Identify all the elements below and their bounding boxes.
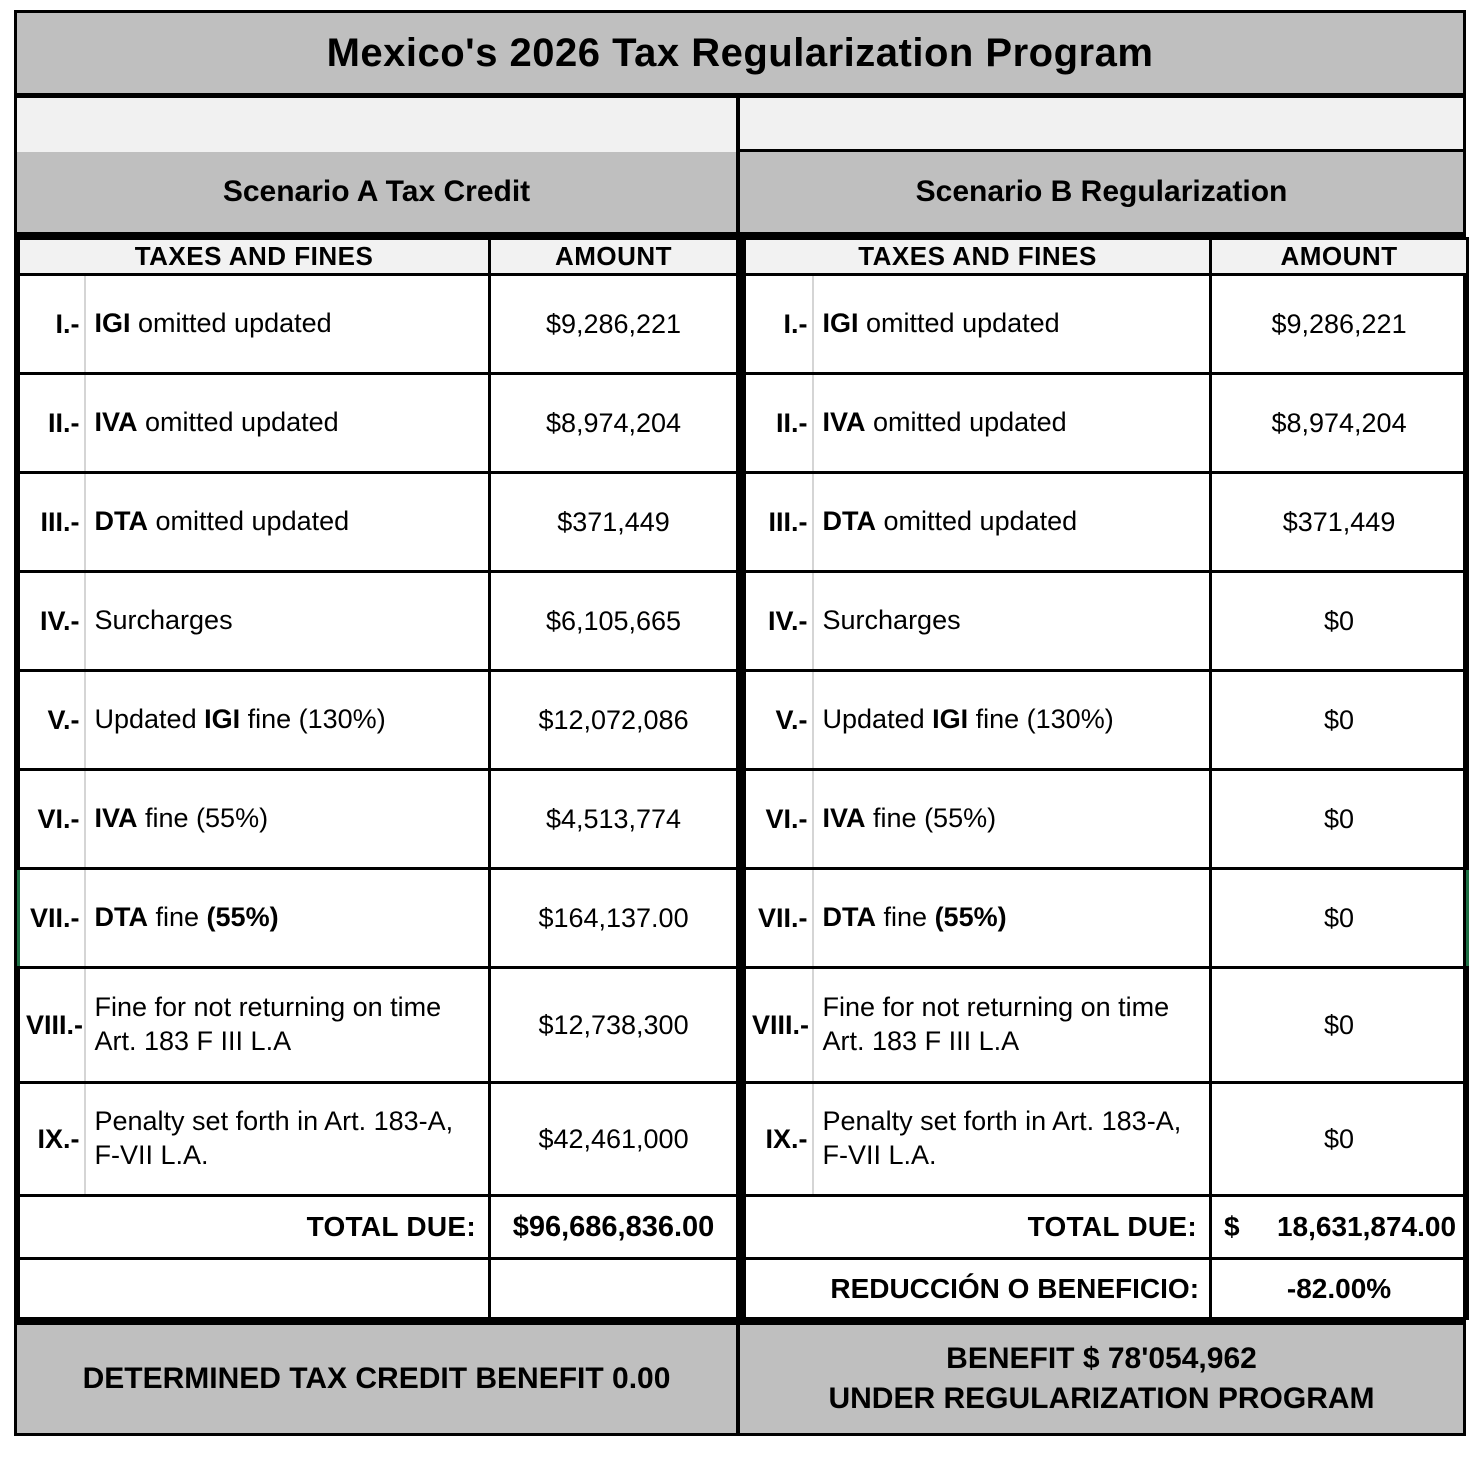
description-text: (55%) xyxy=(206,902,279,933)
scenario-a-title: Scenario A Tax Credit xyxy=(222,175,531,208)
row-description-cell[interactable] xyxy=(813,671,1211,770)
table-row xyxy=(19,869,738,968)
spreadsheet xyxy=(14,10,1466,1436)
row-description-cell[interactable] xyxy=(85,275,490,374)
row-numeral-cell[interactable]: IX.- xyxy=(745,1083,813,1196)
total-due-amount[interactable] xyxy=(1211,1196,1468,1259)
row-numeral-cell[interactable]: VIII.- xyxy=(745,968,813,1083)
row-description-cell[interactable] xyxy=(813,770,1211,869)
row-amount-cell[interactable]: $9,286,221 xyxy=(1211,275,1468,374)
row-amount-cell[interactable]: $8,974,204 xyxy=(490,374,738,473)
table-row xyxy=(745,968,1468,1083)
scenario-header-row xyxy=(17,152,1463,237)
scenario-b-table xyxy=(743,237,1469,1320)
row-description-cell[interactable] xyxy=(85,572,490,671)
description-text: Surcharges xyxy=(822,605,961,636)
row-numeral-cell[interactable]: VII.- xyxy=(19,869,85,968)
row-numeral-cell[interactable]: I.- xyxy=(19,275,85,374)
description-text: Penalty set forth in Art. 183-A, xyxy=(94,1106,454,1137)
row-numeral-cell[interactable]: V.- xyxy=(745,671,813,770)
table-row xyxy=(19,374,738,473)
description-text: omitted updated xyxy=(876,506,1078,537)
row-amount-cell[interactable]: $9,286,221 xyxy=(490,275,738,374)
description-text: IGI xyxy=(822,308,859,339)
row-description-cell[interactable] xyxy=(813,374,1211,473)
row-numeral-cell[interactable]: IV.- xyxy=(745,572,813,671)
table-row xyxy=(19,671,738,770)
description-text: IVA xyxy=(94,803,138,834)
table-row xyxy=(19,572,738,671)
table-row xyxy=(19,1083,738,1196)
total-due-row xyxy=(745,1196,1468,1259)
description-text: omitted updated xyxy=(865,407,1067,438)
row-numeral-cell[interactable]: VI.- xyxy=(745,770,813,869)
table-row xyxy=(745,473,1468,572)
table-row xyxy=(19,770,738,869)
total-due-row xyxy=(19,1196,738,1259)
description-text: fine xyxy=(148,902,207,933)
sheet-title[interactable] xyxy=(17,13,1463,98)
scenario-a-header[interactable] xyxy=(17,152,736,232)
row-numeral-cell[interactable]: II.- xyxy=(19,374,85,473)
description-text: IGI xyxy=(932,704,969,735)
row-description-cell[interactable] xyxy=(85,473,490,572)
row-amount-cell[interactable]: $8,974,204 xyxy=(1211,374,1468,473)
description-text: IGI xyxy=(204,704,241,735)
row-description-cell[interactable] xyxy=(813,869,1211,968)
regularization-benefit-footer[interactable] xyxy=(740,1325,1463,1433)
row-numeral-cell[interactable]: IV.- xyxy=(19,572,85,671)
amount-column-header[interactable]: AMOUNT xyxy=(490,239,738,275)
currency-symbol: $ xyxy=(1224,1211,1240,1242)
table-row xyxy=(745,1083,1468,1196)
scenario-b-header[interactable] xyxy=(740,152,1463,232)
row-amount-cell[interactable]: $0 xyxy=(1211,671,1468,770)
description-text: fine (130%) xyxy=(968,704,1114,735)
row-numeral-cell[interactable]: V.- xyxy=(19,671,85,770)
row-numeral-cell[interactable]: VIII.- xyxy=(19,968,85,1083)
description-text: fine xyxy=(876,902,935,933)
row-amount-cell[interactable]: $4,513,774 xyxy=(490,770,738,869)
description-text: IVA xyxy=(822,803,866,834)
table-row xyxy=(19,473,738,572)
row-numeral-cell[interactable]: IX.- xyxy=(19,1083,85,1196)
tax-credit-benefit-footer[interactable] xyxy=(17,1325,736,1433)
row-amount-cell[interactable]: $0 xyxy=(1211,1083,1468,1196)
row-description-cell[interactable] xyxy=(85,1083,490,1196)
table-row xyxy=(745,374,1468,473)
row-description-cell[interactable] xyxy=(85,968,490,1083)
regularization-benefit-line2: UNDER REGULARIZATION PROGRAM xyxy=(828,1382,1375,1415)
amount-column-header[interactable]: AMOUNT xyxy=(1211,239,1468,275)
empty-footer-row xyxy=(19,1259,738,1319)
description-text: Fine for not returning on time xyxy=(822,992,1170,1023)
row-description-cell[interactable] xyxy=(813,1083,1211,1196)
scenario-b-title: Scenario B Regularization xyxy=(915,175,1288,208)
tax-credit-benefit-text: DETERMINED TAX CREDIT BENEFIT 0.00 xyxy=(82,1361,671,1395)
reduction-benefit-row xyxy=(745,1259,1468,1319)
row-amount-cell[interactable]: $164,137.00 xyxy=(490,869,738,968)
row-description-cell[interactable] xyxy=(85,374,490,473)
table-row xyxy=(745,275,1468,374)
description-text: F-VII L.A. xyxy=(94,1140,209,1170)
empty-value-cell[interactable] xyxy=(490,1259,738,1319)
row-amount-cell[interactable]: $42,461,000 xyxy=(490,1083,738,1196)
empty-cell-right[interactable] xyxy=(740,98,1463,152)
description-text: DTA xyxy=(822,902,877,933)
row-numeral-cell[interactable]: III.- xyxy=(19,473,85,572)
description-text: (55%) xyxy=(934,902,1007,933)
total-due-value: 18,631,874.00 xyxy=(1276,1211,1457,1242)
row-amount-cell[interactable]: $0 xyxy=(1211,572,1468,671)
row-amount-cell[interactable]: $6,105,665 xyxy=(490,572,738,671)
row-description-cell[interactable] xyxy=(813,275,1211,374)
row-numeral-cell[interactable]: VII.- xyxy=(745,869,813,968)
description-text: IVA xyxy=(822,407,866,438)
row-amount-cell[interactable]: $12,738,300 xyxy=(490,968,738,1083)
description-text: Fine for not returning on time xyxy=(94,992,442,1023)
row-amount-cell[interactable]: $0 xyxy=(1211,869,1468,968)
description-text: fine (130%) xyxy=(240,704,386,735)
description-text: fine (55%) xyxy=(137,803,269,834)
description-text: IGI xyxy=(94,308,131,339)
description-text: Penalty set forth in Art. 183-A, xyxy=(822,1106,1182,1137)
row-amount-cell[interactable]: $371,449 xyxy=(1211,473,1468,572)
empty-cell-left[interactable] xyxy=(17,98,736,152)
column-header-row xyxy=(19,239,738,275)
description-text: IVA xyxy=(94,407,138,438)
description-text: F-VII L.A. xyxy=(822,1140,937,1170)
description-text: fine (55%) xyxy=(865,803,997,834)
table-row xyxy=(745,572,1468,671)
row-amount-cell[interactable]: $12,072,086 xyxy=(490,671,738,770)
description-text: omitted updated xyxy=(148,506,350,537)
row-description-cell[interactable] xyxy=(85,671,490,770)
row-description-cell[interactable] xyxy=(813,968,1211,1083)
tables-area xyxy=(17,237,1463,1320)
reduction-benefit-value[interactable]: -82.00% xyxy=(1211,1259,1468,1319)
empty-row xyxy=(17,98,1463,152)
table-row xyxy=(745,770,1468,869)
description-text: omitted updated xyxy=(858,308,1060,339)
description-text: DTA xyxy=(94,902,148,933)
row-numeral-cell[interactable]: III.- xyxy=(745,473,813,572)
description-text: Art. 183 F III L.A xyxy=(94,1026,292,1056)
total-due-label[interactable]: TOTAL DUE: xyxy=(19,1196,490,1259)
description-text: omitted updated xyxy=(137,407,339,438)
row-description-cell[interactable] xyxy=(85,869,490,968)
row-amount-cell[interactable]: $371,449 xyxy=(490,473,738,572)
row-description-cell[interactable] xyxy=(813,473,1211,572)
row-amount-cell[interactable]: $0 xyxy=(1211,968,1468,1083)
description-text: omitted updated xyxy=(130,308,332,339)
table-row xyxy=(19,968,738,1083)
taxes-column-header[interactable]: TAXES AND FINES xyxy=(745,239,1211,275)
sheet-title-text: Mexico's 2026 Tax Regularization Program xyxy=(326,30,1154,75)
regularization-benefit-line1: BENEFIT $ 78'054,962 xyxy=(946,1341,1257,1375)
table-row xyxy=(745,869,1468,968)
description-text: Updated xyxy=(94,704,205,735)
description-text: DTA xyxy=(94,506,148,537)
description-text: DTA xyxy=(822,506,877,537)
table-row xyxy=(19,275,738,374)
reduction-benefit-label[interactable]: REDUCCIÓN O BENEFICIO: xyxy=(745,1259,1211,1319)
empty-label-cell[interactable] xyxy=(19,1259,490,1319)
row-amount-cell[interactable]: $0 xyxy=(1211,770,1468,869)
row-numeral-cell[interactable]: II.- xyxy=(745,374,813,473)
total-due-label[interactable]: TOTAL DUE: xyxy=(745,1196,1211,1259)
row-description-cell[interactable] xyxy=(85,770,490,869)
description-text: Art. 183 F III L.A xyxy=(822,1026,1020,1056)
table-row xyxy=(745,671,1468,770)
total-due-amount[interactable]: $96,686,836.00 xyxy=(490,1196,738,1259)
benefit-footer-row xyxy=(17,1320,1463,1433)
row-numeral-cell[interactable]: VI.- xyxy=(19,770,85,869)
row-numeral-cell[interactable]: I.- xyxy=(745,275,813,374)
taxes-column-header[interactable]: TAXES AND FINES xyxy=(19,239,490,275)
description-text: Updated xyxy=(822,704,933,735)
column-header-row xyxy=(745,239,1468,275)
row-description-cell[interactable] xyxy=(813,572,1211,671)
description-text: Surcharges xyxy=(94,605,233,636)
scenario-a-table xyxy=(17,237,739,1320)
